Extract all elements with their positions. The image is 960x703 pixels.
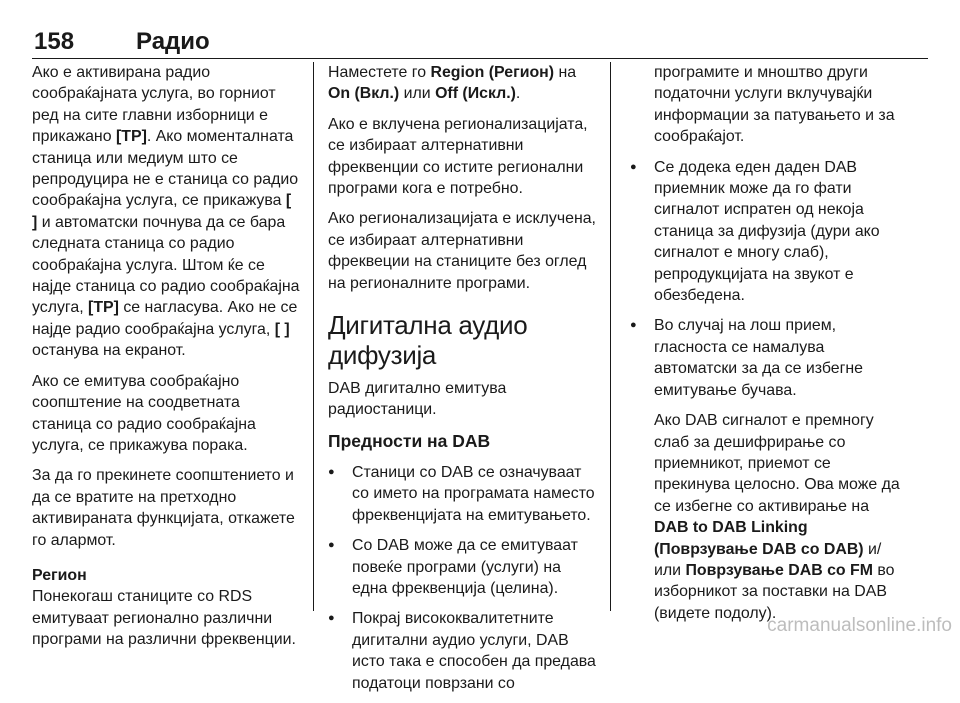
text-run: . Ако моменталната станица или медиум што се репродуцира не е станица со радио сообраќајна услуга, се прикажува (32, 128, 299, 210)
list-item-text: ● Во случај на лош прием, гласноста се намалува автоматски за да се избегне емитување бучава. (654, 317, 863, 399)
list-item (328, 535, 600, 599)
regionalisation-on-paragraph: Ако е вклучена регионализацијата, се избираат алтернативни фреквенции со истите регионални програми кога е потребно. (328, 115, 588, 198)
column-3 (630, 62, 900, 633)
text-run: на (554, 64, 577, 81)
dab-section-heading: Дигитална аудио дифузија (328, 310, 528, 371)
dab-advantages-heading: Предности на DAB (328, 430, 491, 451)
region-heading: Регион (32, 566, 87, 584)
section-title: Радио (136, 28, 210, 55)
column-divider-1 (313, 62, 314, 611)
dab-to-dab-linking-label: DAB to DAB Linking (Поврзување DAB со DAB) (654, 519, 864, 558)
on-option-label: On (Вкл.) (328, 85, 400, 103)
dab-linking-paragraph (654, 410, 900, 624)
regionalisation-off-paragraph: Ако регионализацијата е исклучена, се избираат алтернативни фреквеции на станиците без оглед на регионалните програми. (328, 210, 596, 292)
text-run: се нагласува. Ако не се најде радио сообраќајна услуга, (32, 299, 298, 338)
region-paragraph: Понекогаш станиците со RDS емитуваат регионално различни програми на различни фреквенции. (32, 588, 296, 649)
list-item (630, 315, 900, 624)
tp-indicator: [TP] (115, 128, 147, 146)
text-run: останува на екранот. (32, 342, 186, 360)
empty-indicator: [ ] (274, 320, 290, 338)
list-item-text: ● Се додека еден даден DAB приемник може да го фати сигналот испратен од некоја станица за дифузија (дури ако сигналот е многу слаб), репродукцијата на звукот е обезбедена. (654, 158, 880, 305)
text-run: или (399, 85, 436, 103)
list-item-text: ● Станици со DAB се означуваат со името на програмата наместо фреквенцијата на емитувањето. (352, 463, 595, 524)
watermark: carmanualsonline.info (767, 615, 952, 636)
traffic-announcement-paragraph: Ако се емитува сообраќајно соопштение на соодветната станица со радио сообраќајна услуга, се прикажува порака. (32, 372, 256, 454)
tp-indicator: [TP] (88, 299, 119, 317)
column-1 (32, 62, 300, 660)
list-item (328, 462, 600, 526)
off-option-label: Off (Искл.) (435, 85, 516, 103)
page-header (32, 0, 928, 60)
text-run: Наместете го (328, 64, 431, 81)
list-item-text: ● Со DAB може да се емитуваат повеќе програми (услуги) на една фреквенција (целина). (352, 537, 578, 597)
text-run: и автоматски почнува да се бара следната станица со радио сообраќајна услуга. Штом ќе се најде станица со радио сообраќајна услуга, (32, 213, 300, 317)
region-setting-label: Region (Регион) (430, 64, 555, 81)
column-divider-2 (610, 62, 611, 611)
text-run: и/или (654, 540, 882, 579)
region-setting-paragraph (328, 62, 600, 105)
header-rule (32, 58, 928, 59)
list-item (630, 157, 900, 307)
page-number: 158 (34, 28, 75, 55)
cancel-alarm-paragraph: За да го прекинете соопштението и да се вратите на претходно активираната функцијата, откажете го алармот. (32, 467, 295, 549)
list-item-text: ● Покрај висококвалитетните дигитални аудио услуги, DAB исто така е способен да предава податоци поврзани со (352, 610, 596, 692)
text-run: . (515, 85, 521, 103)
list-item (328, 608, 600, 694)
text-run: Ако DAB сигналот е премногу слаб за дешифрирање со приемникот, приемот се прекинува целосно. Ова може да се избегне со активирање на (654, 412, 900, 515)
empty-indicator: [ ] (32, 192, 292, 231)
text-run: во изборникот за поставки на DAB (видете подолу). (654, 561, 895, 622)
text-run: Ако е активирана радио сообраќајната услуга, во горниот ред на сите главни изборници е прикажано (32, 64, 276, 146)
list-item-continuation: програмите и мноштво други податочни услуги вклучувајќи информации за патувањето и за сообраќајот. (654, 64, 895, 146)
column-2 (328, 62, 600, 703)
tp-paragraph (32, 62, 300, 362)
dab-to-fm-linking-label: Поврзување DAB со FM (685, 561, 873, 579)
dab-intro-paragraph: DAB дигитално емитува радиостаници. (328, 380, 507, 419)
